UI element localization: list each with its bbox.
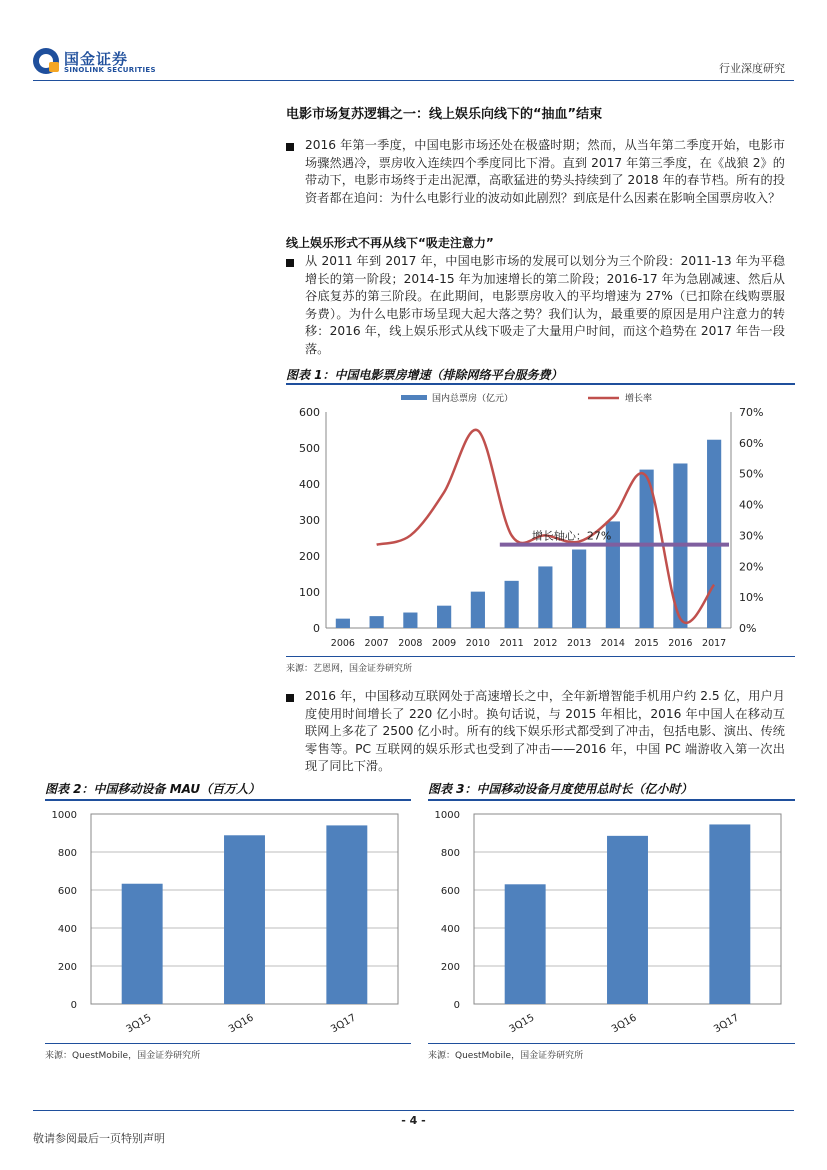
report-type-label: 行业深度研究 [719, 62, 785, 75]
bar [326, 825, 367, 1004]
legend-bar-label: 国内总票房（亿元） [432, 394, 514, 404]
y-tick-label: 400 [440, 924, 460, 935]
bar [437, 606, 451, 628]
figure-1-title: 图表 1：中国电影票房增速（排除网络平台服务费） [286, 368, 563, 382]
x-tick-label: 3Q16 [609, 1012, 639, 1036]
figure-1-source: 来源：艺恩网，国金证券研究所 [286, 664, 413, 674]
reference-line-label: 增长轴心：27% [531, 529, 612, 543]
x-tick-label: 3Q16 [226, 1012, 256, 1036]
section-title: 电影市场复苏逻辑之一：线上娱乐向线下的“抽血”结束 [286, 107, 603, 122]
sub-title: 线上娱乐形式不再从线下“吸走注意力” [286, 236, 494, 250]
bullet-icon [286, 694, 294, 702]
figure-3-source: 来源：QuestMobile，国金证券研究所 [428, 1051, 584, 1061]
logo-icon [33, 48, 59, 74]
y-right-tick-label: 10% [739, 591, 764, 605]
paragraph-2: 从 2011 年到 2017 年，中国电影市场的发展可以划分为三个阶段：2011-13 年为平稳增长的第一阶段；2014-15 年为加速增长的第二阶段；2016-17 年为急剧减速、然后从谷底复苏的第三阶段。在此期间，电影票房收入的平均增速为 27%（已扣除在线购票服务费）。为什么电影市场呈现大起大落之势？我们认为，最重要的原因是用户注意力的转移：2016 年，线上娱乐形式从线下吸走了大量用户时间，而这个趋势在 2017 年告一段落。 [305, 254, 785, 356]
figure-2-bottom-rule [45, 1043, 411, 1044]
figure-3-chart [428, 802, 795, 1042]
footer-disclaimer: 敬请参阅最后一页特别声明 [33, 1132, 165, 1145]
y-tick-label: 600 [57, 886, 77, 897]
figure-3-rule [428, 799, 795, 801]
y-tick-label: 200 [440, 962, 460, 973]
x-tick-label: 2009 [432, 638, 457, 649]
y-left-tick-label: 600 [299, 406, 320, 419]
bullet-icon [286, 143, 294, 151]
bar [336, 619, 350, 628]
y-tick-label: 0 [70, 1000, 77, 1011]
y-right-tick-label: 70% [739, 406, 764, 419]
figure-1-rule [286, 383, 795, 385]
y-right-tick-label: 50% [739, 467, 764, 481]
y-left-tick-label: 100 [299, 586, 320, 599]
y-tick-label: 400 [57, 924, 77, 935]
legend-line-label: 增长率 [625, 394, 653, 404]
figure-1-bottom-rule [286, 656, 795, 657]
logo-text-en: SINOLINK SECURITIES [64, 66, 156, 74]
x-tick-label: 2007 [364, 638, 389, 649]
y-left-tick-label: 400 [299, 478, 320, 491]
y-tick-label: 800 [440, 848, 460, 859]
bar [707, 440, 721, 628]
bar [505, 581, 519, 628]
x-tick-label: 2015 [634, 638, 659, 649]
y-right-tick-label: 60% [739, 436, 764, 450]
y-right-tick-label: 30% [739, 529, 764, 543]
figure-2-rule [45, 799, 411, 801]
x-tick-label: 2016 [668, 638, 693, 649]
bar [538, 566, 552, 628]
header-divider [33, 80, 794, 81]
y-tick-label: 600 [440, 886, 460, 897]
y-left-tick-label: 500 [299, 442, 320, 455]
footer-divider [33, 1110, 794, 1111]
figure-2-source: 来源：QuestMobile，国金证券研究所 [45, 1051, 201, 1061]
x-tick-label: 2008 [398, 638, 423, 649]
figure-2-chart [45, 802, 411, 1042]
paragraph-3: 2016 年，中国移动互联网处于高速增长之中，全年新增智能手机用户约 2.5 亿，用户月度使用时间增长了 220 亿小时。换句话说，与 2015 年相比，2016 年中国人在移动互联网上多花了 2500 亿小时。所有的线下娱乐形式都受到了冲击，包括电影、演出、传统零售等。PC 互联网的娱乐形式也受到了冲击——2016 年，中国 PC 端游收入第一次出现了同比下滑。 [305, 689, 785, 773]
y-right-tick-label: 0% [739, 622, 757, 635]
x-tick-label: 2017 [702, 638, 727, 649]
figure-3-bottom-rule [428, 1043, 795, 1044]
x-tick-label: 2010 [465, 638, 490, 649]
bullet-icon [286, 259, 294, 267]
bar [471, 592, 485, 628]
bar [505, 884, 546, 1004]
paragraph-1: 2016 年第一季度，中国电影市场还处在极盛时期；然而，从当年第二季度开始，电影市场骤然遇冷，票房收入连续四个季度同比下滑。直到 2017 年第三季度，在《战狼 2》的带动下，电影市场终于走出泥潭，高歌猛进的势头持续到了 2018 年的春节档。所有的投资者都在追问：为什么电影行业的波动如此剧烈？到底是什么因素在影响全国票房收入？ [305, 138, 785, 205]
legend-bar-swatch [401, 395, 427, 400]
x-tick-label: 2014 [600, 638, 625, 649]
figure-3-title: 图表 3：中国移动设备月度使用总时长（亿小时） [428, 782, 693, 796]
page-number: - 4 - [401, 1114, 426, 1127]
y-left-tick-label: 300 [299, 514, 320, 527]
y-right-tick-label: 40% [739, 498, 764, 512]
x-tick-label: 2011 [499, 638, 524, 649]
bar [709, 824, 750, 1004]
x-tick-label: 3Q17 [329, 1012, 359, 1036]
y-left-tick-label: 200 [299, 550, 320, 563]
bar [224, 835, 265, 1004]
figure-2-title: 图表 2：中国移动设备 MAU（百万人） [45, 782, 261, 796]
y-tick-label: 800 [57, 848, 77, 859]
bar [572, 550, 586, 628]
x-tick-label: 3Q17 [712, 1012, 742, 1036]
x-tick-label: 2013 [567, 638, 592, 649]
y-tick-label: 1000 [434, 810, 460, 821]
y-right-tick-label: 20% [739, 560, 764, 574]
x-tick-label: 2006 [330, 638, 355, 649]
x-tick-label: 3Q15 [507, 1012, 537, 1036]
y-tick-label: 0 [453, 1000, 460, 1011]
figure-1-chart [286, 386, 795, 654]
bar [370, 616, 384, 628]
y-tick-label: 200 [57, 962, 77, 973]
x-tick-label: 2012 [533, 638, 558, 649]
bar [122, 884, 163, 1004]
y-tick-label: 1000 [51, 810, 77, 821]
bar [403, 613, 417, 628]
x-tick-label: 3Q15 [124, 1012, 154, 1036]
y-left-tick-label: 0 [313, 622, 320, 635]
bar [607, 836, 648, 1004]
logo-text-cn: 国金证券 [64, 50, 129, 68]
